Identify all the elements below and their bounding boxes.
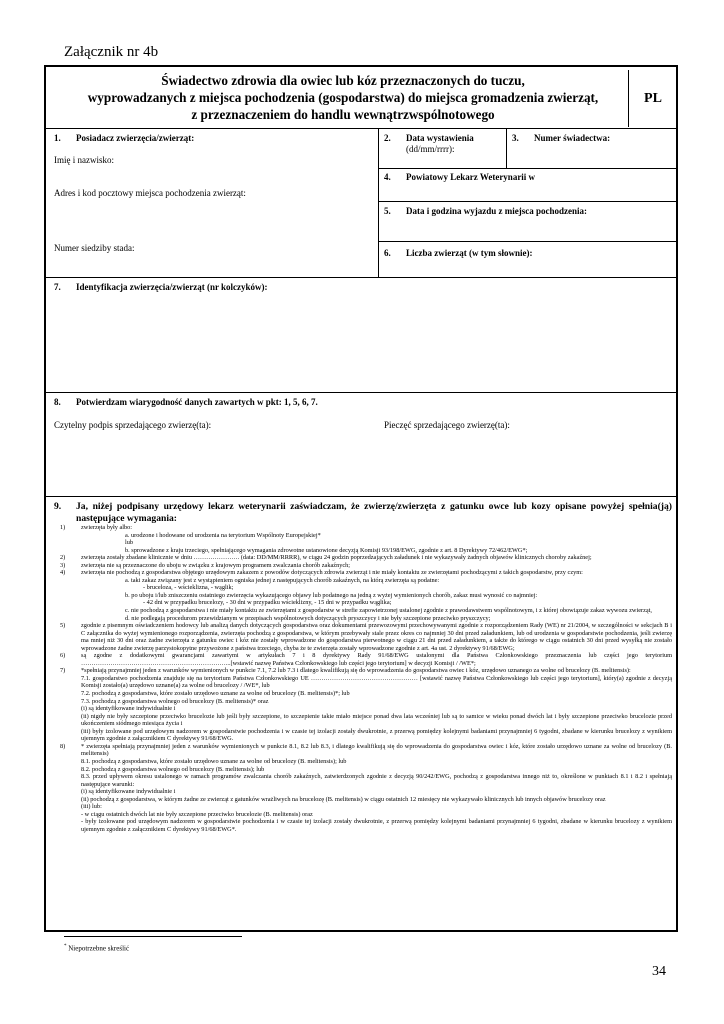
- requirement-line: [54, 667, 672, 675]
- certificate-title: [58, 72, 628, 123]
- requirement-text: zwierzęta nie są przeznaczone do uboju w związku z krajowym programem zwalczania chorób zakaźnych;: [81, 561, 351, 569]
- issue-date-field[interactable]: (dd/mm/rrrr):: [406, 144, 455, 154]
- requirement-text: c. nie pochodzą z gospodarstwa i nie miały kontaktu ze zwierzętami z gospodarstw w strefie zapowietrzonej ustalonej zgodnie z prawodawstwem wspólnotowym, i z której obowiązuje zakaz wywozu zwierząt,: [125, 607, 653, 615]
- requirement-text: (i) są identyfikowane indywidualnie i: [81, 705, 176, 713]
- divider: [46, 496, 676, 497]
- title-line: Świadectwo zdrowia dla owiec lub kóz przeznaczonych do tuczu,: [161, 73, 525, 88]
- requirement-line: [54, 728, 672, 743]
- requirement-line: [54, 743, 672, 758]
- requirement-number: [54, 788, 81, 796]
- requirement-text: b. po uboju i/lub zniszczeniu ostatniego zwierzęcia wykazującego objawy lub podatnego na jedną z wyżej wymienionych chorób, zakaz musi wynosić co najmniej:: [125, 591, 538, 599]
- requirement-line: [54, 675, 672, 690]
- box3-number: 3.: [512, 133, 519, 143]
- requirement-line: [54, 592, 672, 600]
- certificate-frame: [44, 65, 678, 932]
- requirement-text: 7.1. gospodarstwo pochodzenia znajduje się na terytorium Państwa Członkowskiego UE …………………………………………… [wstawić nazwę Państwa Członkowskiego lub części jego terytorium], który(a) zgodnie z decyzją Komisji zostało(a) urzędowo uznane(a) za wolne od brucelozy / /WE*, lub: [81, 674, 672, 690]
- requirement-line: [54, 532, 672, 540]
- divider: [378, 128, 379, 277]
- requirement-line: [54, 607, 672, 615]
- requirement-number: 1): [60, 524, 66, 531]
- herd-number-field[interactable]: Numer siedziby stada:: [54, 243, 135, 253]
- requirement-number: [54, 532, 81, 540]
- footnote: [64, 944, 129, 952]
- requirement-number: 2): [60, 554, 66, 562]
- origin-address-field[interactable]: Adres i kod pocztowy miejsca pochodzenia zwierząt:: [54, 188, 246, 198]
- requirement-text: (i) są identyfikowane indywidualnie i: [81, 788, 176, 796]
- box3-title[interactable]: [512, 133, 610, 144]
- box1-title: [54, 133, 194, 144]
- requirement-line: [54, 705, 672, 713]
- divider: [46, 277, 676, 278]
- requirement-number: [54, 705, 81, 713]
- requirement-line: [54, 569, 672, 577]
- requirement-number: 4): [60, 569, 66, 577]
- box2-title: [384, 133, 474, 144]
- requirement-text: 7.3. pochodzą z gospodarstwa wolnego od brucelozy (B. melitensis)* oraz: [81, 697, 269, 705]
- box4-label: Powiatowy Lekarz Weterynarii w: [406, 172, 536, 182]
- box6-label: Liczba zwierząt (w tym słownie):: [406, 248, 533, 258]
- requirement-line: [54, 758, 672, 766]
- requirement-line: [54, 577, 672, 585]
- seller-signature-field[interactable]: Czytelny podpis sprzedającego zwierzę(ta):: [54, 420, 212, 430]
- box5-title[interactable]: [384, 206, 587, 217]
- requirement-number: [54, 803, 81, 811]
- divider: [378, 168, 676, 169]
- requirement-line: [54, 698, 672, 706]
- box3-label: Numer świadectwa:: [534, 133, 611, 143]
- requirement-number: [54, 539, 81, 547]
- divider: [506, 128, 507, 168]
- requirement-number: [54, 599, 81, 607]
- requirement-number: [54, 547, 81, 555]
- requirement-line: [54, 652, 672, 667]
- requirement-number: [54, 818, 81, 833]
- annex-label: Załącznik nr 4b: [64, 44, 159, 60]
- box1-number: 1.: [54, 133, 61, 143]
- requirement-number: 3): [60, 561, 66, 569]
- box5-number: 5.: [384, 206, 391, 216]
- requirement-text: - 42 dni w przypadku brucelozy, - 30 dni w przypadku wścieklizny, - 15 dni w przypadku wąglika;: [143, 599, 392, 607]
- requirement-number: 6): [60, 652, 66, 660]
- requirement-line: [54, 788, 672, 796]
- box2-number: 2.: [384, 133, 391, 143]
- requirement-text: 8.1. pochodzą z gospodarstwa, które zostało urzędowo uznane za wolne od brucelozy (B. melitensis); lub: [81, 757, 347, 765]
- requirement-number: [54, 607, 81, 615]
- box8-label: Potwierdzam wiarygodność danych zawartych w pkt: 1, 5, 6, 7.: [76, 397, 318, 407]
- requirement-text: *spełniają przynajmniej jeden z warunków wymienionych w punkcie 7.1, 7.2 lub 7.3 i dlatego kwalifikują się do wprowadzenia do gospodarstwa owiec i kóz, urzędowo uznanego za wolne od brucelozy (B. melitensis):: [81, 667, 631, 675]
- box9-intro: [54, 501, 672, 524]
- requirement-text: są zgodne z dodatkowymi gwarancjami zawartymi w artykułach 7 i 8 dyrektywy Rady 91/68/EWG ustalonymi dla Państwa Członkowskiego przeznaczenia lub części jego terytorium ……………………………………………………………...[wstawić nazwę Państwa Członkowskiego lub części jego terytorium] w decyzji Komisji / /WE*;: [81, 652, 672, 667]
- footnote-divider: [64, 936, 242, 937]
- box4-title[interactable]: [384, 172, 535, 183]
- box2-label: Data wystawienia: [406, 133, 474, 143]
- requirement-number: [54, 811, 81, 819]
- requirement-text: zwierzęta zostały zbadane klinicznie w dniu …………………. (data: DD/MM/RRRR), w ciągu 24 godzin poprzedzających załadunek i nie wykazywały żadnych objawów klinicznych choroby zakaźnej;: [81, 554, 592, 562]
- seller-stamp-field[interactable]: Pieczęć sprzedającego zwierzę(ta):: [384, 420, 510, 430]
- requirement-number: 8): [60, 742, 66, 750]
- requirement-line: [54, 766, 672, 774]
- divider: [46, 128, 676, 129]
- requirement-number: [54, 796, 81, 804]
- requirement-text: zgodnie z pisemnym oświadczeniem hodowcy lub analizą danych dotyczących gospodarstwa oraz dokumentami przewozowymi przechowywanymi zgodnie z rozporządzeniem Rady (WE) nr 21/2004, w szczególności w sekcjach B i C załącznika do wyżej wymienionego rozporządzenia, zwierzęta pochodzą z gospodarstwa, w którym przebywały stale przez okres co najmniej 30 dni przed załadunkiem, lub od urodzenia w gospodarstwie pochodzenia, jeśli zwierzę ma mniej niż 30 dni oraz żadne zwierzęta z gatunku owiec i kóz nie zostały wprowadzone do gospodarstwa pierwotnego w ciągu 21 dni przed załadunkiem, a także do którego w ciągu ostatnich 30 dni przed wysyłką nie zostało wprowadzone żadne zwierzę parzystokopytne przywożone z państwa trzeciego, chyba że te zwierzęta zostały wprowadzone zgodnie z art. 4a ust. 2 dyrektywy 91/68/EWG;: [81, 622, 672, 652]
- requirement-text: - były izolowane pod urzędowym nadzorem w gospodarstwie pochodzenia i w czasie tej izolacji zostały dwukrotnie, z przerwą pomiędzy kolejnymi badaniami przynajmniej 6 tygodni, zbadane w kierunku brucelozy z wynikiem ujemnym zgodnie z załącznikiem C dyrektywy 91/68/EWG*.: [81, 818, 672, 833]
- box9-intro-text: Ja, niżej podpisany urzędowy lekarz weterynarii zaświadczam, że zwierzę/zwierzęta z gatunku owce lub kozy opisane powyżej spełnia(ją) następujące wymagania:: [76, 501, 672, 524]
- requirement-text: b. sprowadzone z kraju trzeciego, spełniającego wymagania zdrowotne ustanowione decyzją Komisji 93/198/EWG, zgodnie z art. 8 Dyrektywy 72/462/EWG*;: [125, 546, 528, 554]
- requirement-text: 8.3. przed upływem okresu ustalonego w ramach programów zwalczania chorób zakaźnych, zatwierdzonych zgodnie z decyzją 90/242/EWG, pochodzą z gospodarstwa innego niż to, określone w punktach 8.1 i 8.2 i spełniają następujące warunki:: [81, 773, 672, 788]
- requirement-number: [54, 713, 81, 728]
- requirement-number: [54, 773, 81, 788]
- requirement-line: [54, 713, 672, 728]
- requirement-line: [54, 773, 672, 788]
- divider: [378, 201, 676, 202]
- requirement-text: lub: [125, 539, 134, 547]
- requirement-number: [54, 675, 81, 690]
- requirement-text: a. urodzone i hodowane od urodzenia na terytorium Wspólnoty Europejskiej*: [125, 531, 321, 539]
- footnote-text: Niepotrzebne skreślić: [68, 944, 130, 953]
- box7-number: 7.: [54, 282, 61, 292]
- box7-title: [54, 282, 268, 293]
- requirement-line: [54, 811, 672, 819]
- requirement-number: [54, 690, 81, 698]
- box6-number: 6.: [384, 248, 391, 258]
- requirement-number: [54, 615, 81, 623]
- title-line: wyprowadzanych z miejsca pochodzenia (gospodarstwa) do miejsca gromadzenia zwierząt,: [87, 90, 599, 105]
- requirement-text: 7.2. pochodzą z gospodarstwa, które zostało urzędowo uznane za wolne od brucelozy (B. melitensis)*; lub: [81, 690, 350, 698]
- requirement-text: - w ciągu ostatnich dwóch lat nie były szczepione przeciwko brucelozie (B. melitensis) oraz: [81, 810, 313, 818]
- requirement-line: [54, 818, 672, 833]
- requirement-line: [54, 803, 672, 811]
- requirement-number: [54, 728, 81, 743]
- country-code: PL: [628, 70, 677, 127]
- divider: [46, 392, 676, 393]
- requirement-text: - bruceloza, - wścieklizna, - wąglik;: [143, 584, 234, 592]
- box7-label: Identyfikacja zwierzęcia/zwierząt (nr kolczyków):: [76, 282, 268, 292]
- requirement-line: [54, 796, 672, 804]
- requirement-number: [54, 758, 81, 766]
- requirement-line: [54, 547, 672, 555]
- requirement-number: [54, 698, 81, 706]
- requirement-text: d. nie podlegają procedurom przewidzianym w przepisach wspólnotowych dotyczących pryszczycy i nie były szczepione przeciwko pryszczycy;: [125, 614, 491, 622]
- requirement-number: [54, 592, 81, 600]
- requirement-line: [54, 690, 672, 698]
- requirement-text: (ii) pochodzą z gospodarstwa, w którym żadne ze zwierząt z gatunków wrażliwych na brucelozę (B. melitensis) w ciągu ostatnich 12 miesięcy nie wykazywało klinicznych lub innych objawów brucelozy oraz: [81, 795, 606, 803]
- requirement-text: a. taki zakaz związany jest z wystąpieniem ogniska jednej z następujących chorób zakaźnych, na którą zwierzęta są podatne:: [125, 576, 440, 584]
- requirement-line: [54, 599, 672, 607]
- owner-name-field[interactable]: Imię i nazwisko:: [54, 155, 114, 165]
- requirement-line: [54, 622, 672, 652]
- requirement-number: 5): [60, 622, 66, 630]
- requirement-line: [54, 615, 672, 623]
- requirement-line: [54, 562, 672, 570]
- box1-label: Posiadacz zwierzęcia/zwierząt:: [76, 133, 195, 143]
- requirement-text: * zwierzęta spełniają przynajmniej jeden z warunków wymienionych w punkcie 8.1, 8.2 lub 8.3, i dlatego kwalifikują się do wprowadzenia do gospodarstwa owiec i kóz, które zostało urzędowo uznane za wolne od brucelozy (B. melitensis): [81, 742, 672, 758]
- page-number: 34: [652, 964, 666, 979]
- box4-number: 4.: [384, 172, 391, 182]
- box5-label: Data i godzina wyjazdu z miejsca pochodzenia:: [406, 206, 587, 216]
- requirement-number: 7): [60, 667, 66, 675]
- requirement-number: [54, 577, 81, 585]
- requirement-number: [54, 766, 81, 774]
- requirement-text: 8.2. pochodzą z gospodarstwa wolnego od brucelozy (B. melitensis); lub: [81, 765, 265, 773]
- requirement-number: [54, 584, 81, 592]
- box8-number: 8.: [54, 397, 61, 407]
- title-line: z przeznaczeniem do handlu wewnątrzwspólnotowego: [191, 107, 495, 122]
- box9-requirements: [54, 524, 672, 833]
- ear-tag-area[interactable]: [46, 293, 676, 391]
- requirement-line: [54, 584, 672, 592]
- divider: [378, 241, 676, 242]
- box9-number: 9.: [54, 501, 62, 512]
- footnote-asterisk: *: [64, 944, 67, 949]
- requirement-text: (iii) lub:: [81, 803, 102, 811]
- box8-title: [54, 397, 318, 408]
- requirement-text: zwierzęta były albo:: [81, 524, 133, 531]
- requirement-line: [54, 539, 672, 547]
- requirement-text: (iii) były izolowane pod urzędowym nadzorem w gospodarstwie pochodzenia i w czasie tej izolacji zostały dwukrotnie, z przerwą pomiędzy kolejnymi badaniami przynajmniej 6 tygodni, zbadane w kierunku brucelozy z wynikiem ujemnym zgodnie z załącznikiem C dyrektywy 91/68/EWG.: [81, 727, 672, 743]
- requirement-text: (ii) nigdy nie były szczepione przeciwko brucelozie lub jeśli były szczepione, to szczepienie takie miało miejsce ponad dwa lata wcześniej lub są to samice w wieku ponad dwóch lat i były szczepione przeciwko brucelozie przed ukończeniem siódmego miesiąca życia i: [81, 712, 672, 728]
- requirement-line: [54, 554, 672, 562]
- box6-title[interactable]: [384, 248, 532, 259]
- requirement-line: [54, 524, 672, 532]
- requirement-text: zwierzęta nie pochodzą z gospodarstwa objętego urzędowym zakazem z powodów dotyczących zdrowia zwierząt i nie miały kontaktu ze zwierzętami pochodzącymi z takich gospodarstw, przy czym:: [81, 569, 583, 577]
